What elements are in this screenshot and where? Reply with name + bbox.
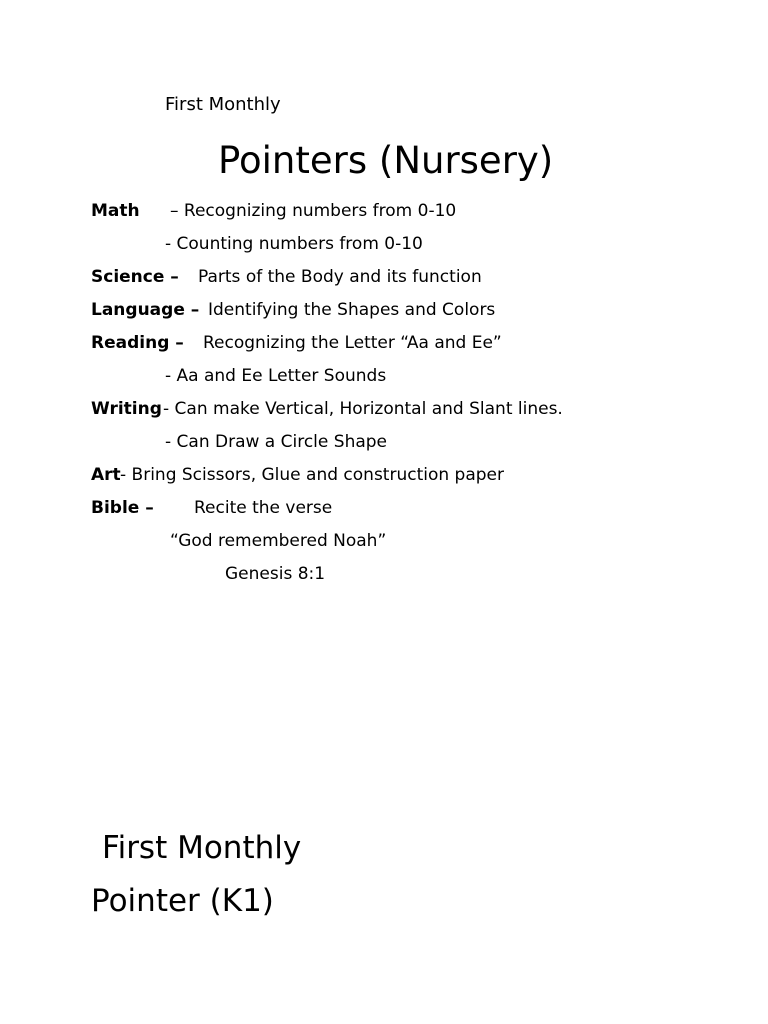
reading-sub-item: - Aa and Ee Letter Sounds xyxy=(165,366,387,386)
math-label: Math xyxy=(91,201,140,221)
section-header: First Monthly xyxy=(165,94,281,115)
bible-text: Recite the verse xyxy=(194,498,333,518)
reading-text: Recognizing the Letter “Aa and Ee” xyxy=(203,333,502,353)
section2-header: First Monthly xyxy=(102,830,302,866)
writing-text: - Can make Vertical, Horizontal and Slant lines. xyxy=(163,399,563,419)
math-line xyxy=(91,203,140,220)
page-title: Pointers (Nursery) xyxy=(218,139,554,182)
language-text: Identifying the Shapes and Colors xyxy=(208,300,496,320)
bible-reference: Genesis 8:1 xyxy=(225,564,326,584)
section2-title: Pointer (K1) xyxy=(91,883,274,919)
art-text: - Bring Scissors, Glue and construction paper xyxy=(120,465,505,485)
writing-label: Writing xyxy=(91,399,162,419)
math-sub-item: - Counting numbers from 0-10 xyxy=(165,234,423,254)
bible-verse: “God remembered Noah” xyxy=(170,531,387,551)
reading-label: Reading – xyxy=(91,333,184,353)
science-label: Science – xyxy=(91,267,179,287)
writing-sub-item: - Can Draw a Circle Shape xyxy=(165,432,388,452)
bible-label: Bible – xyxy=(91,498,154,518)
art-label: Art xyxy=(91,465,121,485)
math-text: – Recognizing numbers from 0-10 xyxy=(170,201,457,221)
science-text: Parts of the Body and its function xyxy=(198,267,482,287)
language-label: Language – xyxy=(91,300,200,320)
